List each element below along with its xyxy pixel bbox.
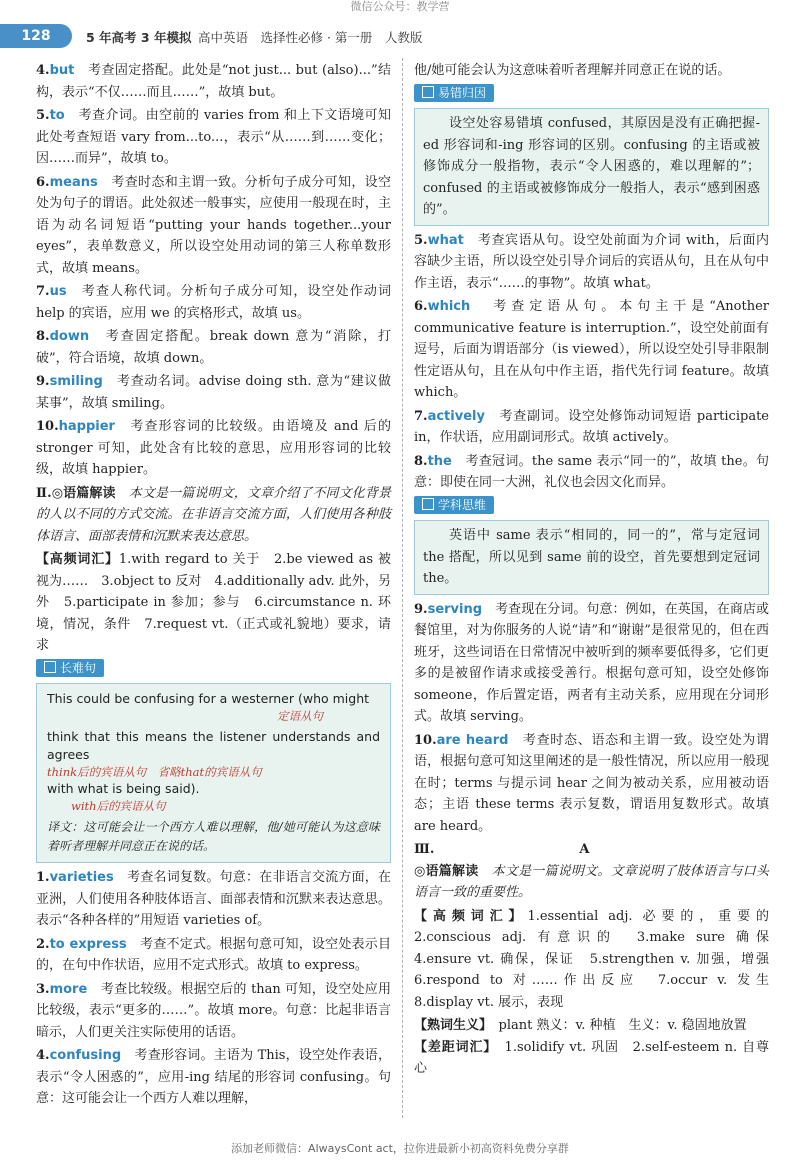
annotation: 定语从句	[277, 709, 323, 723]
answer-item: 6.which 考查定语从句。本句主干是“Another communicative feature is interruption.”，设空处前面有逗号，后面为谓语部分（is viewed），所以设空处引导非限制性定语从句，且在从句中作主语，指代先行词 feature。故填 which。	[414, 299, 769, 400]
sentence-line: with what is being said).	[47, 781, 200, 796]
answer-item: 7.actively 考查副词。设空处修饰动词短语 participate in，作状语，应用副词形式。故填 actively。	[414, 408, 769, 445]
sentence-line: This could be confusing for a westerner (who might	[47, 691, 370, 706]
sentence-line: think that this means the listener understands and agrees	[47, 729, 380, 762]
answer-item: 6.means 考查时态和主谓一致。分析句子成分可知，设空处为句子的谓语。此处叙述一般事实，应使用一般现在时，主语为动名词短语“putting your hands together...your eyes”，表单数意义，所以设空处用动词的第三人称单数形式，故填 means。	[36, 174, 391, 276]
section-heading: Ⅲ. A	[414, 842, 590, 857]
answer-item: 9.smiling 考查动名词。advise doing sth. 意为“建议做某事”，故填 smiling。	[36, 374, 391, 411]
answer-item: 7.us 考查人称代词。分析句子成分可知，设空处作动词 help 的宾语，应用 we 的宾格形式，故填 us。	[36, 284, 391, 321]
continued-text: 他/她可能会认为这意味着听者理解并同意正在说的话。	[414, 63, 731, 78]
annotation: think后的宾语从句 省略that的宾语从句	[47, 765, 262, 779]
note-icon	[422, 498, 434, 510]
familiar-word: 【熟词生义】 plant 熟义：v. 种植 生义：v. 稳固地放置	[414, 1018, 747, 1033]
answer-item: 4.confusing 考查形容词。主语为 This，设空处作表语，表示“令人困惑的”，应用-ing 结尾的形容词 confusing。句意：这可能会让一个西方人难以理解，	[36, 1048, 391, 1106]
column-divider	[402, 58, 403, 1118]
book-subtitle: 高中英语 选择性必修 · 第一册 人教版	[198, 30, 423, 45]
passage-reading: ◎语篇解读 本文是一篇说明文。文章说明了肢体语言与口头语言一致的重要性。	[414, 863, 769, 900]
note-icon	[44, 661, 56, 673]
answer-item: 8.the 考查冠词。the same 表示“同一的”，故填 the。句意：即使在同一大洲，礼仪也会因文化而异。	[414, 453, 769, 490]
page-header	[0, 24, 800, 48]
book-title: 5 年高考 3 年模拟	[86, 30, 192, 45]
bottom-watermark: 添加老师微信：AlwaysCont act，拉你进最新小初高资料免费分享群	[231, 1142, 569, 1155]
gap-vocabulary: 【差距词汇】 1.solidify vt. 巩固 2.self-esteem n. 自尊心	[414, 1039, 769, 1076]
annotation: with后的宾语从句	[71, 799, 166, 813]
long-sentence-tag: 长难句	[36, 659, 104, 677]
answer-item: 9.serving 考查现在分词。句意：例如，在英国，在商店或餐馆里，对为你服务的人说“请”和“谢谢”是很常见的，但在西班牙，这些词语在日常情况中被听到的频率要低得多，它们更多的是被留作请求或接受善行。根据句意可知，设空处修饰 someone，作后置定语，两者有主动关系，应用现在分词形式。故填 serving。	[414, 601, 769, 724]
answer-item: 10.happier 考查形容词的比较级。由语境及 and 后的 stronger 可知，此处含有比较的意思，应用形容词的比较级，故填 happier。	[36, 419, 391, 477]
thinking-tag: 学科思维	[414, 496, 494, 514]
thinking-box: 英语中 same 表示“相同的，同一的”，常与定冠词 the 搭配，所以见到 same 前的设空，首先要想到定冠词 the。	[414, 520, 769, 595]
answer-item: 5.what 考查宾语从句。设空处前面为介词 with，后面内容缺少主语，所以设空处引导介词后的宾语从句，且在从句中作主语，表示“……的事物”。故填 what。	[414, 232, 769, 291]
error-box: 设空处容易错填 confused，其原因是没有正确把握-ed 形容词和-ing 形容词的区别。confusing 的主语或被修饰成分一般指物，表示“令人困惑的，难以理解的”；confused 的主语或被修饰成分一般指人，表示“感到困惑的”。	[414, 108, 769, 226]
answer-item: 8.down 考查固定搭配。break down 意为“消除，打破”，符合语境，故填 down。	[36, 329, 391, 366]
vocabulary: 【高频词汇】1.essential adj. 必要的，重要的 2.conscious adj. 有意识的 3.make sure 确保 4.ensure vt. 确保，保证 5.strengthen v. 加强，增强 6.respond to 对……作出反应 7.occur v. 发生 8.display vt. 展示，表现	[414, 908, 783, 1010]
vocabulary: 【高频词汇】1.with regard to 关于 2.be viewed as 被视为…… 3.object to 反对 4.additionally adv. 此外，另外 5.participate in 参加；参与 6.circumstance n. 环境，情况，条件 7.request vt.（正式或礼貌地）要求，请求	[36, 552, 391, 653]
translation: 译文：这可能会让一个西方人难以理解，他/她可能认为这意味着听者理解并同意正在说的话。	[47, 820, 380, 853]
right-column	[414, 60, 783, 1080]
page-number: 128	[0, 24, 72, 48]
left-column	[36, 60, 391, 1110]
error-tag: 易错归因	[414, 84, 494, 102]
top-watermark: 微信公众号：教学营	[350, 0, 450, 13]
long-sentence-box	[36, 683, 391, 863]
answer-item: 1.varieties 考查名词复数。句意：在非语言交流方面，在亚洲，人们使用各种肢体语言、面部表情和沉默来表达意思。表示“各种各样的”用短语 varieties of。	[36, 870, 391, 928]
answer-item: 3.more 考查比较级。根据空后的 than 可知，设空处应用比较级，表示“更多的……”。故填 more。句意：比起非语言暗示，人们更关注实际使用的话语。	[36, 981, 391, 1040]
answer-item: 10.are heard 考查时态、语态和主谓一致。设空处为谓语，根据句意可知这里阐述的是一般性情况，所以应用一般现在时；terms 与提示词 hear 之间为被动关系，应用被动语态；主语 these terms 表示复数，谓语用复数形式。故填 are heard。	[414, 732, 769, 834]
answer-item: 5.to 考查介词。由空前的 varies from 和上下文语境可知此处考查短语 vary from...to...，表示“从……到……变化；因……而异”，故填 to。	[36, 108, 391, 166]
passage-reading: Ⅱ.◎语篇解读 本文是一篇说明文，文章介绍了不同文化背景的人以不同的方式交流。在非语言交流方面，人们使用各种肢体语言、面部表情和沉默来表达意思。	[36, 485, 391, 544]
answer-item: 4.but 考查固定搭配。此处是“not just... but (also)...”结构，表示“不仅……而且……”，故填 but。	[36, 63, 391, 100]
answer-item: 2.to express 考查不定式。根据句意可知，设空处表示目的，在句中作状语，应用不定式形式。故填 to express。	[36, 936, 391, 973]
note-icon	[422, 86, 434, 98]
